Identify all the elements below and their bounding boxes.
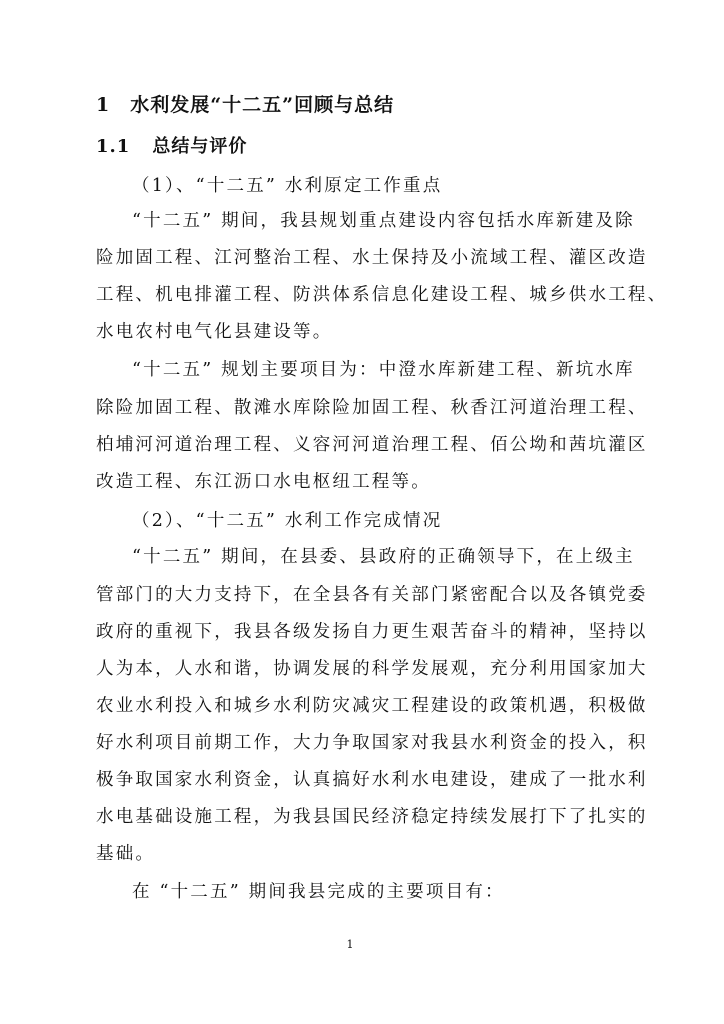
paragraph-line: “十二五” 期间，我县规划重点建设内容包括水库新建及除	[132, 211, 635, 231]
paragraph-line: 政府的重视下，我县各级发扬自力更生艰苦奋斗的精神，坚持以	[96, 622, 648, 642]
list-heading-2: （2）、“十二五” 水利工作完成情况	[132, 511, 443, 531]
paragraph-line: 改造工程、东江沥口水电枢纽工程等。	[96, 472, 431, 492]
paragraph-line: 柏埔河河道治理工程、义容河河道治理工程、佰公坳和茜坑灌区	[96, 435, 648, 455]
list-heading-1: （1）、“十二五” 水利原定工作重点	[132, 176, 443, 196]
paragraph-line: 水电农村电气化县建设等。	[96, 322, 333, 342]
paragraph-line: 在 “十二五” 期间我县完成的主要项目有：	[132, 882, 505, 902]
paragraph-line: 除险加固工程、散滩水库除险加固工程、秋香江河道治理工程、	[96, 398, 648, 418]
subsection-number: 1.1	[96, 136, 131, 157]
subsection-title: 总结与评价	[152, 136, 248, 157]
paragraph-line: “十二五” 期间，在县委、县政府的正确领导下，在上级主	[132, 547, 635, 567]
paragraph-line: 农业水利投入和城乡水利防灾减灾工程建设的政策机遇，积极做	[96, 696, 648, 716]
paragraph-line: 管部门的大力支持下，在全县各有关部门紧密配合以及各镇党委	[96, 585, 648, 605]
paragraph-line: 基础。	[96, 844, 156, 864]
subsection-heading	[96, 132, 247, 158]
paragraph-line: 水电基础设施工程，为我县国民经济稳定持续发展打下了扎实的	[96, 807, 648, 827]
page-number: 1	[346, 938, 354, 951]
paragraph-line: 险加固工程、江河整治工程、水土保持及小流域工程、灌区改造	[96, 248, 648, 268]
paragraph-line: 好水利项目前期工作，大力争取国家对我县水利资金的投入，积	[96, 733, 648, 753]
paragraph-line: 人为本，人水和谐，协调发展的科学发展观，充分利用国家加大	[96, 659, 648, 679]
section-number: 1	[96, 94, 111, 116]
section-title: 水利发展“十二五”回顾与总结	[130, 94, 395, 116]
section-heading	[96, 90, 394, 117]
paragraph-line: 工程、机电排灌工程、防洪体系信息化建设工程、城乡供水工程、	[96, 285, 668, 305]
paragraph-line: 极争取国家水利资金，认真搞好水利水电建设，建成了一批水利	[96, 770, 648, 790]
paragraph-line: “十二五” 规划主要项目为：中澄水库新建工程、新坑水库	[132, 360, 635, 380]
